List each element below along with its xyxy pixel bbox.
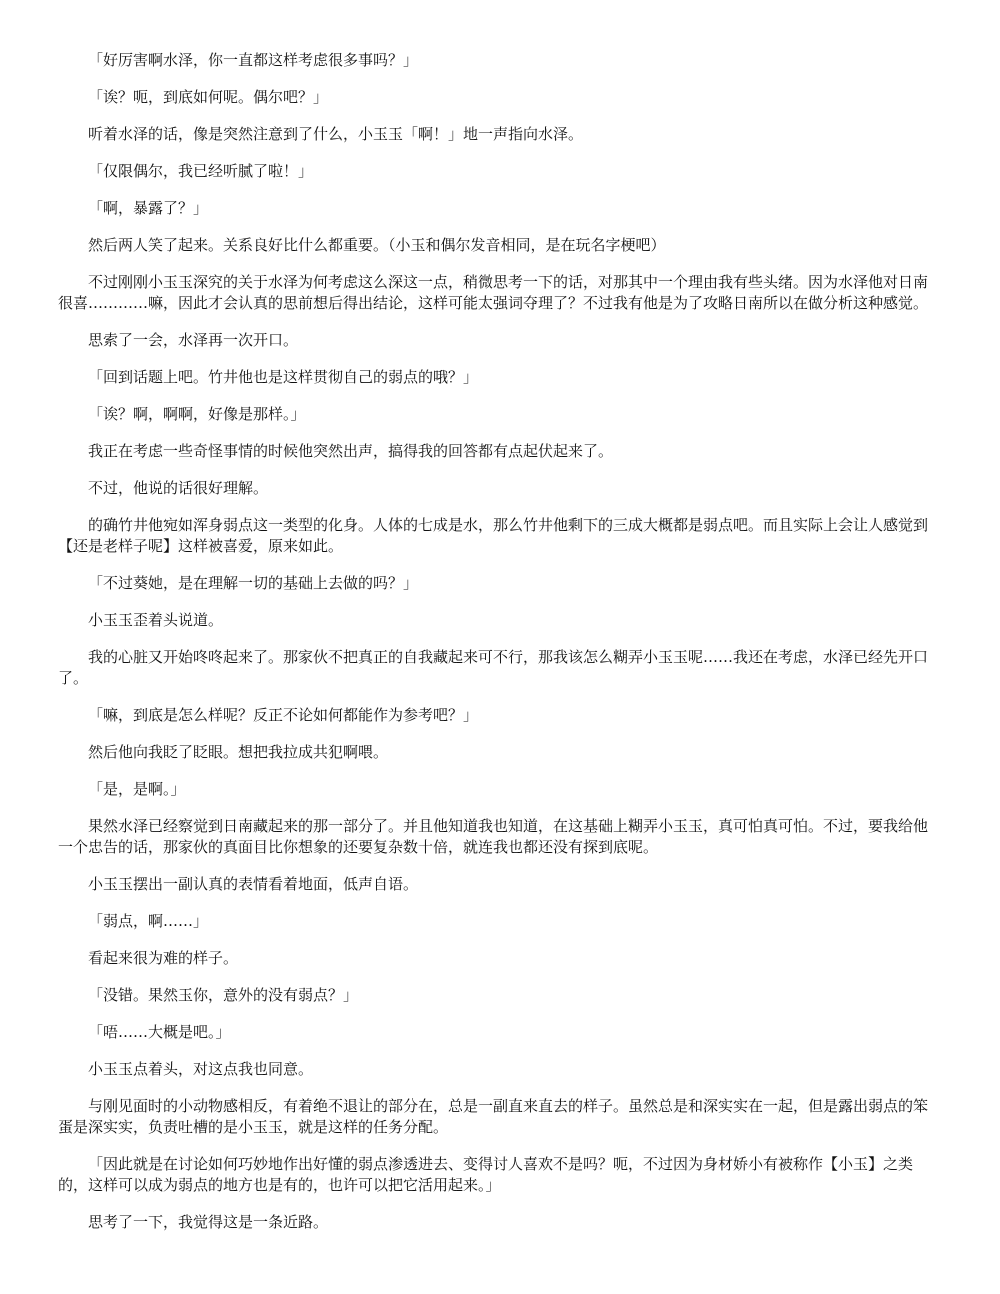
paragraph: 「诶？呃，到底如何呢。偶尔吧？」 bbox=[88, 88, 329, 106]
paragraph: 果然水泽已经察觉到日南藏起来的那一部分了。并且他知道我也知道，在这基础上糊弄小玉玉，真可怕真可怕。不过，要我给他一个忠告的话，那家伙的真面目比你想象的还要复杂数十倍，就连我也都还没有探到底呢。 bbox=[58, 817, 929, 856]
paragraph: 小玉玉摆出一副认真的表情看着地面，低声自语。 bbox=[88, 875, 419, 893]
document-body bbox=[58, 50, 940, 1249]
paragraph: 「因此就是在讨论如何巧妙地作出好懂的弱点渗透进去、变得讨人喜欢不是吗？呃，不过因为身材娇小有被称作【小玉】之类的，这样可以成为弱点的地方也是有的，也许可以把它活用起来。」 bbox=[58, 1155, 914, 1194]
paragraph: 「弱点，啊……」 bbox=[88, 912, 209, 930]
paragraph: 思考了一下，我觉得这是一条近路。 bbox=[88, 1213, 329, 1231]
paragraph: 小玉玉点着头，对这点我也同意。 bbox=[88, 1060, 314, 1078]
paragraph: 不过，他说的话很好理解。 bbox=[88, 479, 269, 497]
paragraph: 与刚见面时的小动物感相反，有着绝不退让的部分在，总是一副直来直去的样子。虽然总是和深实实在一起，但是露出弱点的笨蛋是深实实，负责吐槽的是小玉玉，就是这样的任务分配。 bbox=[58, 1097, 929, 1136]
paragraph: 我正在考虑一些奇怪事情的时候他突然出声，搞得我的回答都有点起伏起来了。 bbox=[88, 442, 614, 460]
paragraph: 「啊，暴露了？」 bbox=[88, 199, 209, 217]
paragraph: 思索了一会，水泽再一次开口。 bbox=[88, 331, 299, 349]
paragraph: 不过刚刚小玉玉深究的关于水泽为何考虑这么深这一点，稍微思考一下的话，对那其中一个理由我有些头绪。因为水泽他对日南很喜…………嘛，因此才会认真的思前想后得出结论，这样可能太强词夺理了？不过我有他是为了攻略日南所以在做分析这种感觉。 bbox=[58, 273, 929, 312]
paragraph: 然后他向我眨了眨眼。想把我拉成共犯啊喂。 bbox=[88, 743, 389, 761]
paragraph: 「仅限偶尔，我已经听腻了啦！」 bbox=[88, 162, 314, 180]
paragraph: 小玉玉歪着头说道。 bbox=[88, 611, 224, 629]
paragraph: 「好厉害啊水泽，你一直都这样考虑很多事吗？」 bbox=[88, 51, 419, 69]
paragraph: 「嘛，到底是怎么样呢？反正不论如何都能作为参考吧？」 bbox=[88, 706, 479, 724]
paragraph: 我的心脏又开始咚咚起来了。那家伙不把真正的自我藏起来可不行，那我该怎么糊弄小玉玉呢……我还在考虑，水泽已经先开口了。 bbox=[58, 648, 929, 687]
paragraph: 听着水泽的话，像是突然注意到了什么，小玉玉「啊！」地一声指向水泽。 bbox=[88, 125, 584, 143]
paragraph: 「回到话题上吧。竹井他也是这样贯彻自己的弱点的哦？」 bbox=[88, 368, 479, 386]
paragraph: 「不过葵她，是在理解一切的基础上去做的吗？」 bbox=[88, 574, 419, 592]
paragraph: 看起来很为难的样子。 bbox=[88, 949, 239, 967]
paragraph: 的确竹井他宛如浑身弱点这一类型的化身。人体的七成是水，那么竹井他剩下的三成大概都是弱点吧。而且实际上会让人感觉到【还是老样子呢】这样被喜爱，原来如此。 bbox=[58, 516, 929, 555]
paragraph: 「诶？啊，啊啊，好像是那样。」 bbox=[88, 405, 306, 423]
paragraph: 然后两人笑了起来。关系良好比什么都重要。（小玉和偶尔发音相同，是在玩名字梗吧） bbox=[88, 236, 666, 254]
paragraph: 「没错。果然玉你，意外的没有弱点？」 bbox=[88, 986, 359, 1004]
paragraph: 「是，是啊。」 bbox=[88, 780, 186, 798]
paragraph: 「唔……大概是吧。」 bbox=[88, 1023, 231, 1041]
